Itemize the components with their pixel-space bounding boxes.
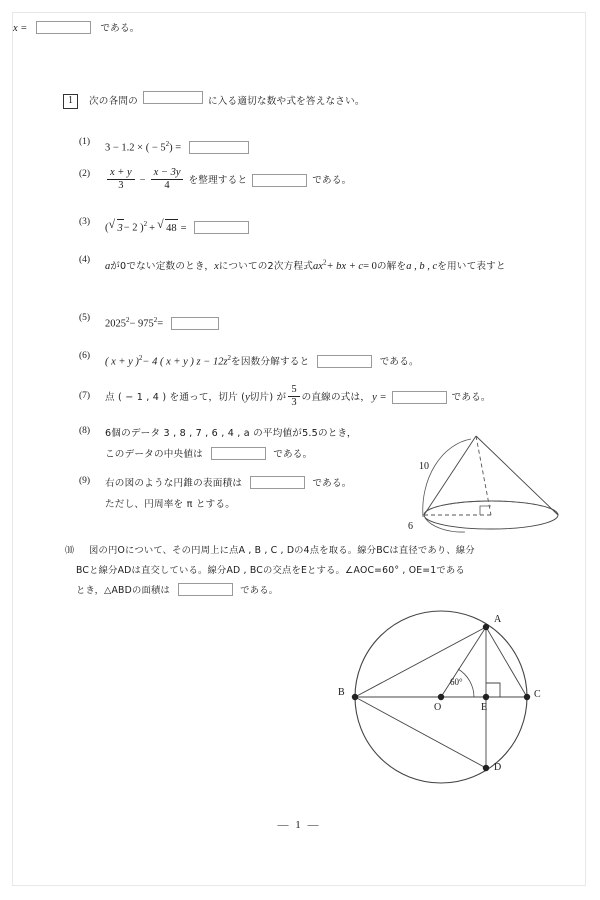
- answer-blank-4[interactable]: [36, 21, 91, 34]
- point-b-label: B: [338, 687, 345, 698]
- problem-10-text-after: である。: [240, 585, 279, 596]
- point-c-label: C: [534, 689, 541, 700]
- problem-10-line-2: BCと線分ADは直交している。線分AD , BCの交点をEとする。∠AOC=60° , OE=1である: [76, 565, 465, 576]
- segment-ac: [486, 627, 527, 697]
- problem-4-var-a: a: [105, 260, 111, 272]
- point-d-label: D: [494, 762, 502, 773]
- problem-5-term-a: 2025: [105, 318, 126, 330]
- answer-blank-9[interactable]: [250, 476, 305, 489]
- answer-blank-5[interactable]: [171, 317, 219, 330]
- problem-4-eq-exp: 2: [322, 258, 327, 266]
- problem-6-body: [105, 350, 419, 371]
- problem-4-var-x: x: [214, 260, 219, 272]
- problem-9-text-before: 右の図のような円錐の表面積は: [105, 478, 243, 489]
- problem-8-label: (8): [79, 426, 91, 436]
- problem-4-text-d: についての2次方程式: [218, 260, 314, 272]
- problem-7-text-b: の直線の式は，: [301, 392, 371, 403]
- problem-8-line-1: 6個のデータ 3 , 8 , 7 , 6 , 4 , a の平均値が5.5のとき，: [105, 428, 357, 439]
- cone-figure: [405, 419, 575, 539]
- problem-5-exp-a: 2: [126, 316, 130, 324]
- answer-blank-3[interactable]: [194, 221, 249, 234]
- fraction-5-3: [288, 384, 299, 409]
- radical-sign-icon-2: √: [157, 216, 164, 231]
- problem-7-body: [105, 385, 491, 410]
- page-footer: — 1 —: [277, 819, 321, 831]
- answer-blank-7[interactable]: [392, 391, 447, 404]
- problem-3: [79, 216, 254, 237]
- cone-slant-right: [476, 436, 558, 515]
- problem-4-line-1: [105, 258, 506, 272]
- problem-4-x-equals: x =: [13, 23, 28, 34]
- problem-10-label: ⑽: [65, 545, 75, 555]
- fraction-1-denominator: 3: [118, 180, 124, 191]
- problem-1-expr-mid: ) =: [169, 142, 182, 154]
- problem-5-exp-b: 2: [153, 316, 158, 324]
- point-a-label: A: [494, 614, 502, 625]
- problem-4-line-2: [13, 18, 585, 36]
- problem-6-text-mid: を因数分解すると: [231, 356, 310, 368]
- point-o-dot: [438, 694, 444, 700]
- problem-1: [79, 136, 254, 157]
- exam-page: [12, 12, 586, 886]
- cone-svg: [405, 419, 575, 539]
- answer-blank-1[interactable]: [189, 141, 249, 154]
- segment-ba: [355, 627, 486, 697]
- problem-10-line-3: [76, 582, 475, 599]
- problem-10: [65, 542, 475, 599]
- fraction-2-denominator: 4: [164, 180, 170, 191]
- problem-3-exponent: 2: [143, 220, 148, 228]
- section-instruction-before: 次の各問の: [89, 96, 138, 107]
- problem-7: [79, 385, 491, 410]
- problem-4-body: [105, 254, 506, 275]
- problem-3-body: [105, 216, 254, 237]
- radical-3-content: 3: [117, 219, 124, 237]
- minus-operator: −: [139, 175, 146, 186]
- problem-3-plus: +: [149, 222, 156, 234]
- problem-5: [79, 312, 224, 333]
- problem-1-exponent: 2: [165, 140, 170, 148]
- problem-6-label: (6): [79, 351, 91, 361]
- problem-4-eq-bxc: + bx + c: [326, 260, 364, 272]
- answer-blank-heading[interactable]: [143, 91, 203, 104]
- problem-7-var-y: y: [245, 392, 250, 403]
- problem-5-term-b: − 975: [129, 318, 154, 330]
- problem-6-expr-2: − 4 ( x + y ) z − 12z: [142, 356, 228, 368]
- radical-3: [108, 216, 124, 237]
- problem-9-label: (9): [79, 476, 91, 486]
- fraction-5-3-numerator: 5: [288, 384, 299, 397]
- fraction-1-numerator: x + y: [107, 167, 135, 180]
- point-e-dot: [483, 694, 489, 700]
- problem-9-line-1: [105, 475, 352, 492]
- problem-9-body: [105, 475, 352, 513]
- problem-6-text-end: である。: [379, 356, 419, 368]
- answer-blank-8[interactable]: [211, 447, 266, 460]
- problem-3-open-paren: (: [105, 222, 109, 234]
- answer-blank-2[interactable]: [252, 174, 307, 187]
- problem-3-equals: =: [180, 222, 187, 234]
- problem-2: [79, 168, 351, 193]
- problem-4-eq-ax: ax: [313, 260, 323, 272]
- fraction-5-3-denominator: 3: [291, 397, 297, 408]
- problem-7-y-equals: y =: [372, 392, 387, 403]
- problem-4: [79, 254, 506, 275]
- point-c-dot: [524, 694, 530, 700]
- problem-2-body: [105, 168, 351, 193]
- problem-4-label: (4): [79, 255, 91, 265]
- problem-2-text-mid: を整理すると: [188, 175, 248, 186]
- problem-1-body: [105, 136, 254, 157]
- problem-6-expr-1: ( x + y ): [105, 356, 139, 368]
- point-e-label: E: [481, 702, 488, 713]
- answer-blank-10[interactable]: [178, 583, 233, 596]
- problem-3-mid: − 2 ): [123, 222, 144, 234]
- problem-8: [79, 425, 357, 463]
- problem-4-text-end: である。: [100, 23, 140, 34]
- problem-8-text-after: である。: [273, 449, 313, 460]
- problem-1-label: (1): [79, 137, 91, 147]
- section-number-box: 1: [63, 94, 78, 109]
- answer-blank-6[interactable]: [317, 355, 372, 368]
- section-heading: [63, 91, 365, 110]
- problem-5-label: (5): [79, 313, 91, 323]
- problem-5-body: [105, 312, 224, 333]
- problem-4-abc: a , b , c: [406, 260, 438, 272]
- problem-7-text-end: である。: [451, 392, 491, 403]
- problem-4-text-b: が0でない定数のとき，: [110, 260, 215, 272]
- radical-48-content: 48: [165, 219, 178, 237]
- angle-aoc-label: 60°: [450, 677, 463, 687]
- problem-4-text-g: を用いて表すと: [437, 260, 506, 272]
- problem-4-eq-zero: = 0: [363, 260, 377, 272]
- problem-9: [79, 475, 352, 513]
- point-a-dot: [483, 624, 489, 630]
- cone-slant-label: 10: [419, 461, 429, 472]
- problem-10-text-before: とき，△ABDの面積は: [76, 585, 170, 596]
- problem-6-exp-2: 2: [227, 354, 232, 362]
- point-o-label: O: [434, 702, 442, 713]
- problem-9-line-2: ただし、円周率を π とする。: [105, 499, 235, 510]
- problem-7-label: (7): [79, 391, 91, 401]
- problem-8-body: [105, 425, 357, 463]
- problem-10-body: [76, 542, 475, 599]
- problem-4-text-e: の解を: [376, 260, 407, 272]
- section-instruction-after: に入る適切な数や式を答えなさい。: [207, 96, 365, 107]
- problem-1-expr-before: 3 − 1.2 × ( − 5: [105, 142, 166, 154]
- radical-sign-icon: √: [108, 216, 116, 231]
- segment-bd: [355, 697, 486, 768]
- segment-oa-radius: [441, 627, 486, 697]
- problem-6: [79, 350, 419, 371]
- problem-5-equals: =: [157, 318, 164, 330]
- problem-6-exp-1: 2: [138, 354, 143, 362]
- problem-7-text-a: 点 ( − 1 , 4 ) を通って，切片 (: [105, 392, 246, 403]
- fraction-1: [107, 167, 135, 192]
- problem-10-line-1: 図の円Oについて、その円周上に点A , B , C , Dの4点を取る。線分BCは直径であり、線分: [89, 545, 475, 556]
- circle-figure: [331, 601, 571, 801]
- problem-3-label: (3): [79, 217, 91, 227]
- radical-48: [157, 216, 178, 237]
- problem-8-line-2: [105, 446, 357, 463]
- cone-radius-label: 6: [408, 521, 413, 532]
- point-d-dot: [483, 765, 489, 771]
- fraction-2-numerator: x − 3y: [151, 167, 184, 180]
- problem-7-text-a2: 切片) が: [249, 392, 287, 403]
- problem-2-text-end: である。: [312, 175, 352, 186]
- fraction-2: [151, 167, 184, 192]
- problem-2-label: (2): [79, 169, 91, 179]
- problem-8-text-before: このデータの中央値は: [105, 449, 203, 460]
- problem-9-text-after: である。: [312, 478, 352, 489]
- circle-svg: [331, 601, 571, 801]
- point-b-dot: [352, 694, 358, 700]
